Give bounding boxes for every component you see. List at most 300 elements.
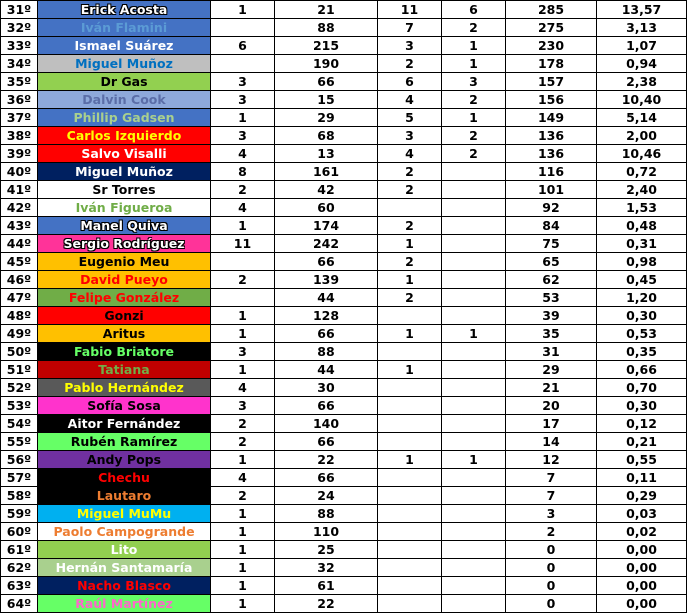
player-name-cell: Pablo Hernández: [38, 379, 211, 397]
player-name-cell: Raúl Martínez: [38, 595, 211, 613]
table-row: [1, 127, 687, 145]
stat-1-cell: 3: [211, 91, 275, 109]
stat-4-cell: [442, 559, 506, 577]
stat-3-cell: [378, 469, 442, 487]
average-cell: 13,57: [597, 1, 687, 19]
stat-4-cell: 1: [442, 37, 506, 55]
stat-1-cell: 4: [211, 145, 275, 163]
stat-3-cell: [378, 343, 442, 361]
stat-1-cell: 4: [211, 199, 275, 217]
player-name-cell: Tatiana: [38, 361, 211, 379]
stat-4-cell: [442, 289, 506, 307]
position-cell: 36º: [1, 91, 38, 109]
position-cell: 48º: [1, 307, 38, 325]
position-cell: 49º: [1, 325, 38, 343]
table-row: [1, 1, 687, 19]
position-cell: 59º: [1, 505, 38, 523]
stat-1-cell: 1: [211, 541, 275, 559]
stat-2-cell: 88: [275, 343, 378, 361]
points-cell: 275: [506, 19, 597, 37]
table-row: [1, 595, 687, 613]
stat-3-cell: 2: [378, 217, 442, 235]
stat-1-cell: 2: [211, 415, 275, 433]
stat-4-cell: [442, 163, 506, 181]
points-cell: 136: [506, 145, 597, 163]
position-cell: 45º: [1, 253, 38, 271]
stat-4-cell: 6: [442, 1, 506, 19]
player-name-cell: Sr Torres: [38, 181, 211, 199]
player-name-cell: Erick Acosta: [38, 1, 211, 19]
table-row: [1, 55, 687, 73]
stat-1-cell: 8: [211, 163, 275, 181]
table-row: [1, 505, 687, 523]
stat-3-cell: [378, 415, 442, 433]
stat-4-cell: [442, 541, 506, 559]
player-name-cell: Manel Quiva: [38, 217, 211, 235]
player-name-cell: Salvo Visalli: [38, 145, 211, 163]
position-cell: 61º: [1, 541, 38, 559]
stat-3-cell: 2: [378, 181, 442, 199]
stat-2-cell: 42: [275, 181, 378, 199]
stat-4-cell: 1: [442, 55, 506, 73]
position-cell: 53º: [1, 397, 38, 415]
average-cell: 0,31: [597, 235, 687, 253]
stat-1-cell: 2: [211, 271, 275, 289]
player-name-cell: Andy Pops: [38, 451, 211, 469]
player-name-cell: Fabio Briatore: [38, 343, 211, 361]
stat-2-cell: 24: [275, 487, 378, 505]
player-name-cell: Iván Flamini: [38, 19, 211, 37]
stat-2-cell: 22: [275, 451, 378, 469]
stat-4-cell: [442, 595, 506, 613]
stat-4-cell: [442, 235, 506, 253]
position-cell: 50º: [1, 343, 38, 361]
table-row: [1, 73, 687, 91]
average-cell: 2,00: [597, 127, 687, 145]
table-row: [1, 577, 687, 595]
stat-4-cell: [442, 379, 506, 397]
stat-4-cell: [442, 307, 506, 325]
table-row: [1, 451, 687, 469]
points-cell: 116: [506, 163, 597, 181]
average-cell: 0,12: [597, 415, 687, 433]
table-row: [1, 235, 687, 253]
table-row: [1, 415, 687, 433]
stat-3-cell: 1: [378, 451, 442, 469]
position-cell: 32º: [1, 19, 38, 37]
stat-1-cell: 1: [211, 217, 275, 235]
table-row: [1, 145, 687, 163]
position-cell: 46º: [1, 271, 38, 289]
stat-1-cell: [211, 253, 275, 271]
player-name-cell: Rubén Ramírez: [38, 433, 211, 451]
stat-1-cell: 3: [211, 343, 275, 361]
stat-1-cell: 1: [211, 577, 275, 595]
stat-1-cell: 3: [211, 127, 275, 145]
position-cell: 39º: [1, 145, 38, 163]
average-cell: 1,53: [597, 199, 687, 217]
stat-2-cell: 174: [275, 217, 378, 235]
stat-3-cell: [378, 577, 442, 595]
stat-2-cell: 190: [275, 55, 378, 73]
stat-4-cell: [442, 181, 506, 199]
stat-3-cell: 7: [378, 19, 442, 37]
table-row: [1, 541, 687, 559]
stat-3-cell: 4: [378, 145, 442, 163]
position-cell: 47º: [1, 289, 38, 307]
average-cell: 0,35: [597, 343, 687, 361]
stat-4-cell: [442, 199, 506, 217]
points-cell: 149: [506, 109, 597, 127]
average-cell: 2,40: [597, 181, 687, 199]
table-row: [1, 343, 687, 361]
stat-4-cell: [442, 433, 506, 451]
stat-2-cell: 88: [275, 505, 378, 523]
average-cell: 0,29: [597, 487, 687, 505]
table-row: [1, 91, 687, 109]
stat-3-cell: [378, 433, 442, 451]
average-cell: 10,46: [597, 145, 687, 163]
average-cell: 0,70: [597, 379, 687, 397]
player-name-cell: Nacho Blasco: [38, 577, 211, 595]
table-row: [1, 253, 687, 271]
points-cell: 178: [506, 55, 597, 73]
stat-3-cell: 11: [378, 1, 442, 19]
stat-1-cell: 2: [211, 487, 275, 505]
average-cell: 10,40: [597, 91, 687, 109]
table-row: [1, 523, 687, 541]
stat-3-cell: 1: [378, 361, 442, 379]
stat-1-cell: 1: [211, 1, 275, 19]
position-cell: 35º: [1, 73, 38, 91]
table-row: [1, 271, 687, 289]
player-name-cell: Dr Gas: [38, 73, 211, 91]
stat-1-cell: 2: [211, 433, 275, 451]
position-cell: 62º: [1, 559, 38, 577]
average-cell: 0,94: [597, 55, 687, 73]
table-row: [1, 487, 687, 505]
stat-2-cell: 66: [275, 253, 378, 271]
position-cell: 57º: [1, 469, 38, 487]
points-cell: 14: [506, 433, 597, 451]
position-cell: 34º: [1, 55, 38, 73]
stat-3-cell: 1: [378, 235, 442, 253]
stat-3-cell: [378, 199, 442, 217]
stat-3-cell: [378, 307, 442, 325]
points-cell: 2: [506, 523, 597, 541]
player-name-cell: Felipe González: [38, 289, 211, 307]
player-name-cell: Eugenio Meu: [38, 253, 211, 271]
stat-3-cell: 2: [378, 289, 442, 307]
stat-3-cell: 4: [378, 91, 442, 109]
stat-3-cell: 5: [378, 109, 442, 127]
player-name-cell: Miguel Muñoz: [38, 163, 211, 181]
stat-4-cell: 1: [442, 325, 506, 343]
stat-4-cell: [442, 271, 506, 289]
points-cell: 39: [506, 307, 597, 325]
average-cell: 0,00: [597, 559, 687, 577]
stat-3-cell: 2: [378, 163, 442, 181]
points-cell: 0: [506, 577, 597, 595]
stat-4-cell: [442, 505, 506, 523]
position-cell: 44º: [1, 235, 38, 253]
stat-2-cell: 30: [275, 379, 378, 397]
average-cell: 0,55: [597, 451, 687, 469]
stat-2-cell: 140: [275, 415, 378, 433]
position-cell: 64º: [1, 595, 38, 613]
table-row: [1, 109, 687, 127]
stat-3-cell: 3: [378, 127, 442, 145]
stat-1-cell: 11: [211, 235, 275, 253]
stat-1-cell: [211, 55, 275, 73]
stat-2-cell: 60: [275, 199, 378, 217]
player-name-cell: David Pueyo: [38, 271, 211, 289]
player-name-cell: Sofía Sosa: [38, 397, 211, 415]
points-cell: 7: [506, 469, 597, 487]
stat-4-cell: 3: [442, 73, 506, 91]
table-row: [1, 217, 687, 235]
position-cell: 42º: [1, 199, 38, 217]
points-cell: 136: [506, 127, 597, 145]
points-cell: 0: [506, 559, 597, 577]
stat-3-cell: 2: [378, 55, 442, 73]
stat-1-cell: 1: [211, 109, 275, 127]
average-cell: 0,72: [597, 163, 687, 181]
position-cell: 58º: [1, 487, 38, 505]
player-name-cell: Dalvin Cook: [38, 91, 211, 109]
position-cell: 60º: [1, 523, 38, 541]
points-cell: 17: [506, 415, 597, 433]
stat-2-cell: 66: [275, 325, 378, 343]
stat-2-cell: 66: [275, 469, 378, 487]
table-row: [1, 361, 687, 379]
average-cell: 0,66: [597, 361, 687, 379]
table-row: [1, 19, 687, 37]
stat-4-cell: 2: [442, 127, 506, 145]
points-cell: 0: [506, 541, 597, 559]
stat-1-cell: 1: [211, 523, 275, 541]
position-cell: 31º: [1, 1, 38, 19]
stat-2-cell: 215: [275, 37, 378, 55]
stat-4-cell: 2: [442, 145, 506, 163]
points-cell: 31: [506, 343, 597, 361]
average-cell: 0,48: [597, 217, 687, 235]
average-cell: 3,13: [597, 19, 687, 37]
ranking-rows: [1, 1, 687, 613]
stat-2-cell: 44: [275, 289, 378, 307]
stat-4-cell: 1: [442, 109, 506, 127]
stat-1-cell: 1: [211, 505, 275, 523]
player-name-cell: Iván Figueroa: [38, 199, 211, 217]
stat-4-cell: [442, 217, 506, 235]
average-cell: 0,21: [597, 433, 687, 451]
stat-2-cell: 139: [275, 271, 378, 289]
average-cell: 5,14: [597, 109, 687, 127]
points-cell: 285: [506, 1, 597, 19]
stat-4-cell: [442, 397, 506, 415]
average-cell: 0,98: [597, 253, 687, 271]
position-cell: 56º: [1, 451, 38, 469]
average-cell: 0,02: [597, 523, 687, 541]
stat-1-cell: 1: [211, 559, 275, 577]
table-row: [1, 325, 687, 343]
stat-3-cell: [378, 379, 442, 397]
player-name-cell: Hernán Santamaría: [38, 559, 211, 577]
table-row: [1, 163, 687, 181]
stat-1-cell: 3: [211, 397, 275, 415]
table-row: [1, 559, 687, 577]
average-cell: 0,11: [597, 469, 687, 487]
stat-3-cell: 3: [378, 37, 442, 55]
average-cell: 1,07: [597, 37, 687, 55]
stat-2-cell: 22: [275, 595, 378, 613]
stat-3-cell: [378, 523, 442, 541]
player-name-cell: Chechu: [38, 469, 211, 487]
stat-4-cell: [442, 343, 506, 361]
stat-4-cell: 2: [442, 19, 506, 37]
points-cell: 157: [506, 73, 597, 91]
stat-3-cell: 1: [378, 325, 442, 343]
points-cell: 0: [506, 595, 597, 613]
stat-4-cell: [442, 577, 506, 595]
stat-1-cell: [211, 19, 275, 37]
table-row: [1, 181, 687, 199]
player-name-cell: Lautaro: [38, 487, 211, 505]
stat-1-cell: 1: [211, 307, 275, 325]
stat-2-cell: 242: [275, 235, 378, 253]
stat-2-cell: 25: [275, 541, 378, 559]
stat-4-cell: [442, 469, 506, 487]
stat-1-cell: [211, 289, 275, 307]
stat-1-cell: 4: [211, 379, 275, 397]
stat-4-cell: [442, 415, 506, 433]
stat-2-cell: 66: [275, 397, 378, 415]
stat-2-cell: 32: [275, 559, 378, 577]
stat-4-cell: [442, 253, 506, 271]
position-cell: 33º: [1, 37, 38, 55]
stat-2-cell: 15: [275, 91, 378, 109]
stat-2-cell: 88: [275, 19, 378, 37]
stat-3-cell: 6: [378, 73, 442, 91]
points-cell: 65: [506, 253, 597, 271]
stat-2-cell: 66: [275, 73, 378, 91]
position-cell: 54º: [1, 415, 38, 433]
stat-2-cell: 110: [275, 523, 378, 541]
player-name-cell: Miguel MuMu: [38, 505, 211, 523]
points-cell: 29: [506, 361, 597, 379]
stat-2-cell: 68: [275, 127, 378, 145]
table-row: [1, 199, 687, 217]
points-cell: 20: [506, 397, 597, 415]
player-name-cell: Paolo Campogrande: [38, 523, 211, 541]
stat-4-cell: 2: [442, 91, 506, 109]
stat-3-cell: 2: [378, 253, 442, 271]
stat-4-cell: [442, 523, 506, 541]
stat-1-cell: 1: [211, 595, 275, 613]
stat-3-cell: [378, 541, 442, 559]
position-cell: 41º: [1, 181, 38, 199]
player-name-cell: Lito: [38, 541, 211, 559]
player-name-cell: Aritus: [38, 325, 211, 343]
position-cell: 38º: [1, 127, 38, 145]
average-cell: 0,00: [597, 595, 687, 613]
stat-1-cell: 1: [211, 361, 275, 379]
stat-1-cell: 1: [211, 325, 275, 343]
average-cell: 2,38: [597, 73, 687, 91]
points-cell: 12: [506, 451, 597, 469]
points-cell: 7: [506, 487, 597, 505]
stat-2-cell: 161: [275, 163, 378, 181]
stat-2-cell: 21: [275, 1, 378, 19]
points-cell: 3: [506, 505, 597, 523]
points-cell: 21: [506, 379, 597, 397]
player-name-cell: Carlos Izquierdo: [38, 127, 211, 145]
average-cell: 0,00: [597, 577, 687, 595]
stat-2-cell: 29: [275, 109, 378, 127]
table-row: [1, 397, 687, 415]
stat-3-cell: [378, 559, 442, 577]
stat-1-cell: 4: [211, 469, 275, 487]
points-cell: 101: [506, 181, 597, 199]
player-name-cell: Phillip Gadsen: [38, 109, 211, 127]
player-name-cell: Miguel Muñoz: [38, 55, 211, 73]
position-cell: 51º: [1, 361, 38, 379]
position-cell: 37º: [1, 109, 38, 127]
player-name-cell: Ismael Suárez: [38, 37, 211, 55]
average-cell: 0,00: [597, 541, 687, 559]
average-cell: 0,03: [597, 505, 687, 523]
stat-2-cell: 66: [275, 433, 378, 451]
points-cell: 35: [506, 325, 597, 343]
points-cell: 230: [506, 37, 597, 55]
points-cell: 156: [506, 91, 597, 109]
player-name-cell: Gonzi: [38, 307, 211, 325]
stat-4-cell: 1: [442, 451, 506, 469]
average-cell: 0,45: [597, 271, 687, 289]
points-cell: 75: [506, 235, 597, 253]
average-cell: 0,30: [597, 397, 687, 415]
stat-2-cell: 13: [275, 145, 378, 163]
table-row: [1, 37, 687, 55]
stat-1-cell: 3: [211, 73, 275, 91]
stat-3-cell: [378, 505, 442, 523]
stat-2-cell: 44: [275, 361, 378, 379]
table-row: [1, 289, 687, 307]
stat-4-cell: [442, 487, 506, 505]
position-cell: 40º: [1, 163, 38, 181]
table-row: [1, 433, 687, 451]
position-cell: 52º: [1, 379, 38, 397]
player-name-cell: Aitor Fernández: [38, 415, 211, 433]
position-cell: 55º: [1, 433, 38, 451]
stat-3-cell: [378, 487, 442, 505]
points-cell: 62: [506, 271, 597, 289]
points-cell: 92: [506, 199, 597, 217]
average-cell: 1,20: [597, 289, 687, 307]
stat-3-cell: 1: [378, 271, 442, 289]
stat-4-cell: [442, 361, 506, 379]
table-row: [1, 469, 687, 487]
player-name-cell: Sergio Rodríguez: [38, 235, 211, 253]
stat-1-cell: 1: [211, 451, 275, 469]
stat-1-cell: 6: [211, 37, 275, 55]
position-cell: 43º: [1, 217, 38, 235]
position-cell: 63º: [1, 577, 38, 595]
stat-3-cell: [378, 595, 442, 613]
stat-3-cell: [378, 397, 442, 415]
points-cell: 53: [506, 289, 597, 307]
stat-2-cell: 61: [275, 577, 378, 595]
